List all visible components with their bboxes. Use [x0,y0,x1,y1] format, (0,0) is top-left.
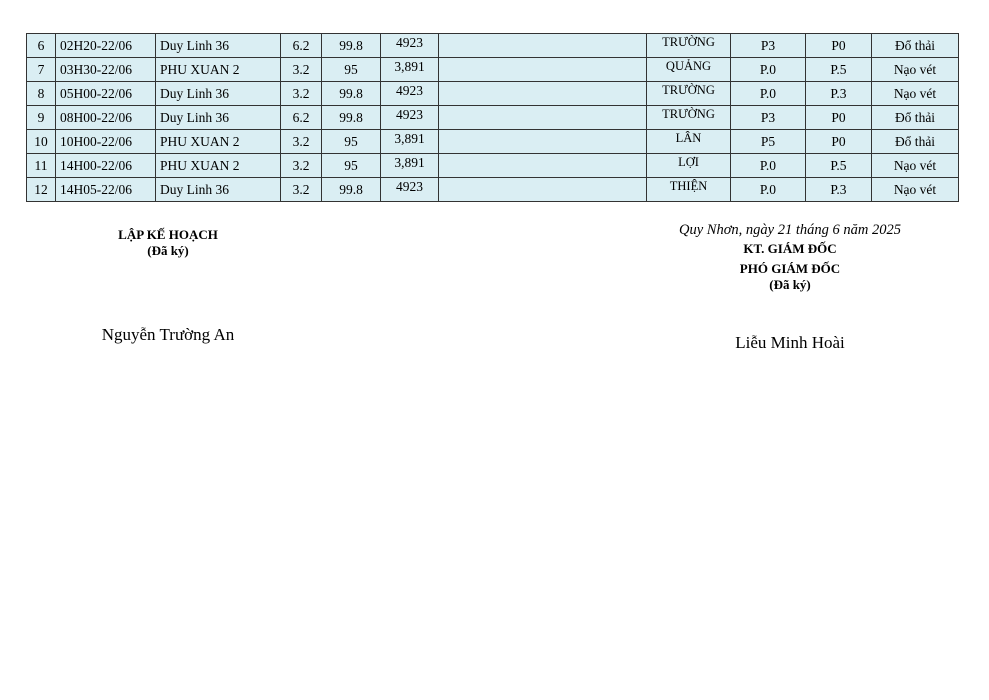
planner-signature-block [68,227,268,345]
cell-length: 95 [322,58,381,82]
cell-length: 95 [322,154,381,178]
cell-draft: 6.2 [281,34,322,58]
planner-name: Nguyễn Trường An [101,325,235,344]
cell-ship: PHU XUAN 2 [156,58,281,82]
cell-ship: Duy Linh 36 [156,178,281,202]
cell-to: P.5 [806,58,872,82]
cell-no: 11 [27,154,56,178]
cell-volume: 3,891 [381,130,439,154]
cell-no: 6 [27,34,56,58]
cell-to: P0 [806,130,872,154]
cell-no: 9 [27,106,56,130]
cell-length: 99.8 [322,106,381,130]
cell-action: Nạo vét [872,178,959,202]
cell-to: P0 [806,106,872,130]
table-row [27,178,959,202]
cell-no: 7 [27,58,56,82]
cell-draft: 3.2 [281,58,322,82]
cell-pilot: TRƯỜNG [647,106,731,130]
cell-time: 14H00-22/06 [56,154,156,178]
cell-capacity [439,82,647,106]
cell-from: P3 [731,106,806,130]
cell-action: Nạo vét [872,82,959,106]
table-row [27,34,959,58]
cell-action: Đổ thải [872,106,959,130]
director-name: Liễu Minh Hoài [735,333,845,352]
cell-capacity [439,178,647,202]
cell-to: P.3 [806,178,872,202]
cell-no: 12 [27,178,56,202]
director-role-line1: KT. GIÁM ĐỐC [743,241,837,256]
cell-ship: Duy Linh 36 [156,106,281,130]
cell-time: 02H20-22/06 [56,34,156,58]
cell-pilot: TRƯỜNG [647,34,731,58]
cell-from: P5 [731,130,806,154]
table-row [27,130,959,154]
cell-capacity [439,130,647,154]
cell-length: 99.8 [322,178,381,202]
planner-signed-note: (Đã ký) [147,243,189,258]
cell-pilot: QUẢNG [647,58,731,82]
cell-draft: 3.2 [281,130,322,154]
table-row [27,154,959,178]
cell-length: 99.8 [322,82,381,106]
cell-capacity [439,34,647,58]
cell-pilot: THIỆN [647,178,731,202]
cell-ship: PHU XUAN 2 [156,130,281,154]
cell-from: P3 [731,34,806,58]
cell-action: Nạo vét [872,58,959,82]
cell-from: P.0 [731,82,806,106]
director-role-line2: PHÓ GIÁM ĐỐC [739,261,841,276]
cell-draft: 6.2 [281,106,322,130]
cell-volume: 4923 [381,82,439,106]
cell-draft: 3.2 [281,154,322,178]
schedule-body [27,34,959,202]
director-signature-block [640,221,940,353]
cell-no: 8 [27,82,56,106]
cell-no: 10 [27,130,56,154]
cell-capacity [439,58,647,82]
schedule-table [26,33,959,202]
cell-length: 99.8 [322,34,381,58]
cell-volume: 4923 [381,178,439,202]
cell-from: P.0 [731,58,806,82]
cell-volume: 4923 [381,34,439,58]
place-date: Quy Nhơn, ngày 21 tháng 6 năm 2025 [678,222,901,238]
cell-time: 10H00-22/06 [56,130,156,154]
cell-time: 14H05-22/06 [56,178,156,202]
cell-pilot: LÂN [647,130,731,154]
director-signed-note: (Đã ký) [769,277,811,292]
cell-time: 05H00-22/06 [56,82,156,106]
cell-ship: Duy Linh 36 [156,82,281,106]
cell-draft: 3.2 [281,178,322,202]
cell-time: 03H30-22/06 [56,58,156,82]
cell-capacity [439,106,647,130]
cell-to: P.5 [806,154,872,178]
table-row [27,106,959,130]
cell-volume: 3,891 [381,58,439,82]
cell-length: 95 [322,130,381,154]
cell-from: P.0 [731,154,806,178]
cell-action: Đổ thải [872,130,959,154]
cell-pilot: LỢI [647,154,731,178]
cell-volume: 4923 [381,106,439,130]
cell-draft: 3.2 [281,82,322,106]
cell-ship: PHU XUAN 2 [156,154,281,178]
cell-time: 08H00-22/06 [56,106,156,130]
cell-to: P.3 [806,82,872,106]
planner-role: LẬP KẾ HOẠCH [118,227,218,242]
table-row [27,58,959,82]
table-row [27,82,959,106]
cell-volume: 3,891 [381,154,439,178]
cell-action: Nạo vét [872,154,959,178]
cell-pilot: TRƯỜNG [647,82,731,106]
cell-capacity [439,154,647,178]
cell-ship: Duy Linh 36 [156,34,281,58]
cell-action: Đổ thải [872,34,959,58]
cell-from: P.0 [731,178,806,202]
cell-to: P0 [806,34,872,58]
